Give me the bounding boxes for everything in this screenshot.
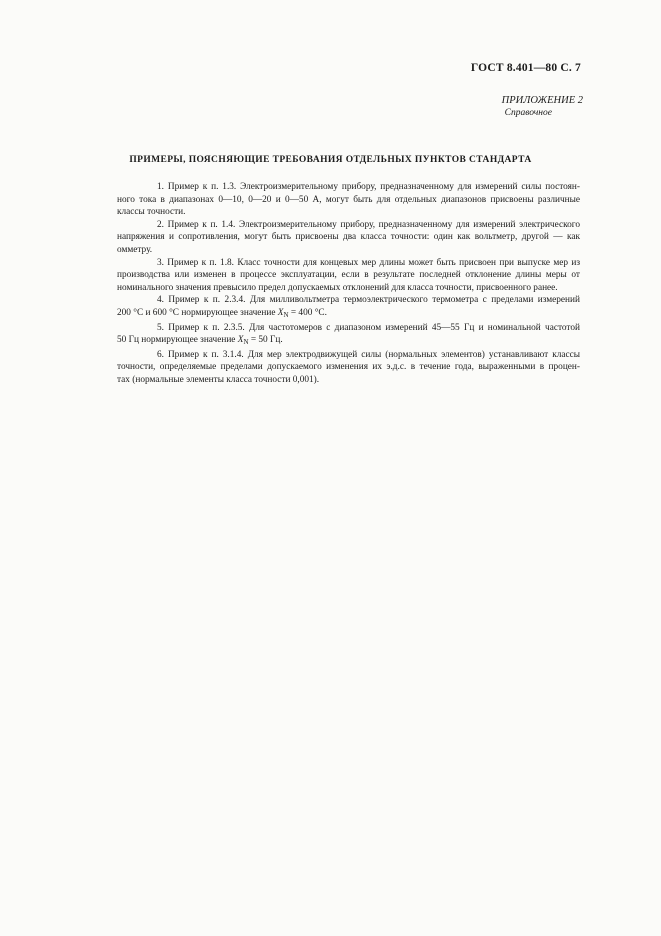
paragraph-line: 6. Пример к п. 3.1.4. Для мер электродвижущей силы (нормальных элементов) устанавливают классы [157, 349, 580, 360]
paragraph-line-with-formula [117, 334, 580, 349]
paragraph-line: омметру. [117, 244, 153, 255]
paragraph-text: 200 °С и 600 °С нормирующее значение [117, 307, 276, 318]
example-paragraph-3 [117, 257, 580, 295]
example-paragraph-4 [117, 294, 580, 321]
formula-symbol: X [277, 307, 284, 318]
formula-value: = 50 Гц. [248, 335, 283, 346]
formula-subscript: N [243, 338, 249, 347]
paragraph-line: 2. Пример к п. 1.4. Электроизмерительному прибору, предназначенному для измерений электрического [157, 219, 580, 230]
paragraph-line: 4. Пример к п. 2.3.4. Для милливольтметра термоэлектрического термометра с пределами измерений [157, 295, 580, 306]
examples-body [117, 181, 580, 387]
formula-symbol: X [237, 335, 244, 346]
paragraph-line: 3. Пример к п. 1.8. Класс точности для концевых мер длины может быть присвоен при выпуске мер из [157, 257, 580, 268]
example-paragraph-1 [117, 181, 580, 219]
appendix-label: ПРИЛОЖЕНИЕ 2 [501, 95, 583, 106]
example-paragraph-2 [117, 219, 580, 257]
appendix-reference-type: Справочное [504, 108, 552, 118]
paragraph-line: классы точности. [117, 207, 186, 218]
formula-value: = 400 °С. [288, 307, 327, 318]
paragraph-text: 50 Гц нормирующее значение [117, 335, 236, 346]
paragraph-line-with-formula [117, 307, 580, 322]
page-header: ГОСТ 8.401—80 С. 7 [470, 62, 581, 74]
example-paragraph-6 [117, 349, 580, 387]
paragraph-line: ного тока в диапазонах 0—10, 0—20 и 0—50 А, могут быть для отдельных диапазонов присвоены различные [117, 194, 580, 205]
paragraph-line: точности, определяемые пределами допускаемого изменения их э.д.с. в течение года, выраженными в процен- [117, 362, 580, 373]
paragraph-line: производства или изменен в процессе эксплуатации, если в результате последней отклонение длины меры от [117, 270, 580, 281]
paragraph-line: тах (нормальные элементы класса точности 0,001). [117, 374, 320, 385]
section-title: ПРИМЕРЫ, ПОЯСНЯЮЩИЕ ТРЕБОВАНИЯ ОТДЕЛЬНЫХ ПУНКТОВ СТАНДАРТА [129, 155, 532, 165]
example-paragraph-5 [117, 322, 580, 349]
formula-subscript: N [283, 310, 289, 319]
paragraph-line: 5. Пример к п. 2.3.5. Для частотомеров с диапазоном измерений 45—55 Гц и номинальной частотой [157, 322, 580, 333]
paragraph-line: 1. Пример к п. 1.3. Электроизмерительному прибору, предназначенному для измерений силы постоян- [157, 182, 580, 192]
appendix-block [502, 94, 583, 120]
paragraph-line: номинального значения превысило предел допускаемых отклонений для класса точности, присвоенного ранее. [117, 282, 558, 293]
paragraph-line: напряжения и сопротивления, могут быть присвоены два класса точности: один как вольтметр, другой — как [117, 232, 580, 243]
